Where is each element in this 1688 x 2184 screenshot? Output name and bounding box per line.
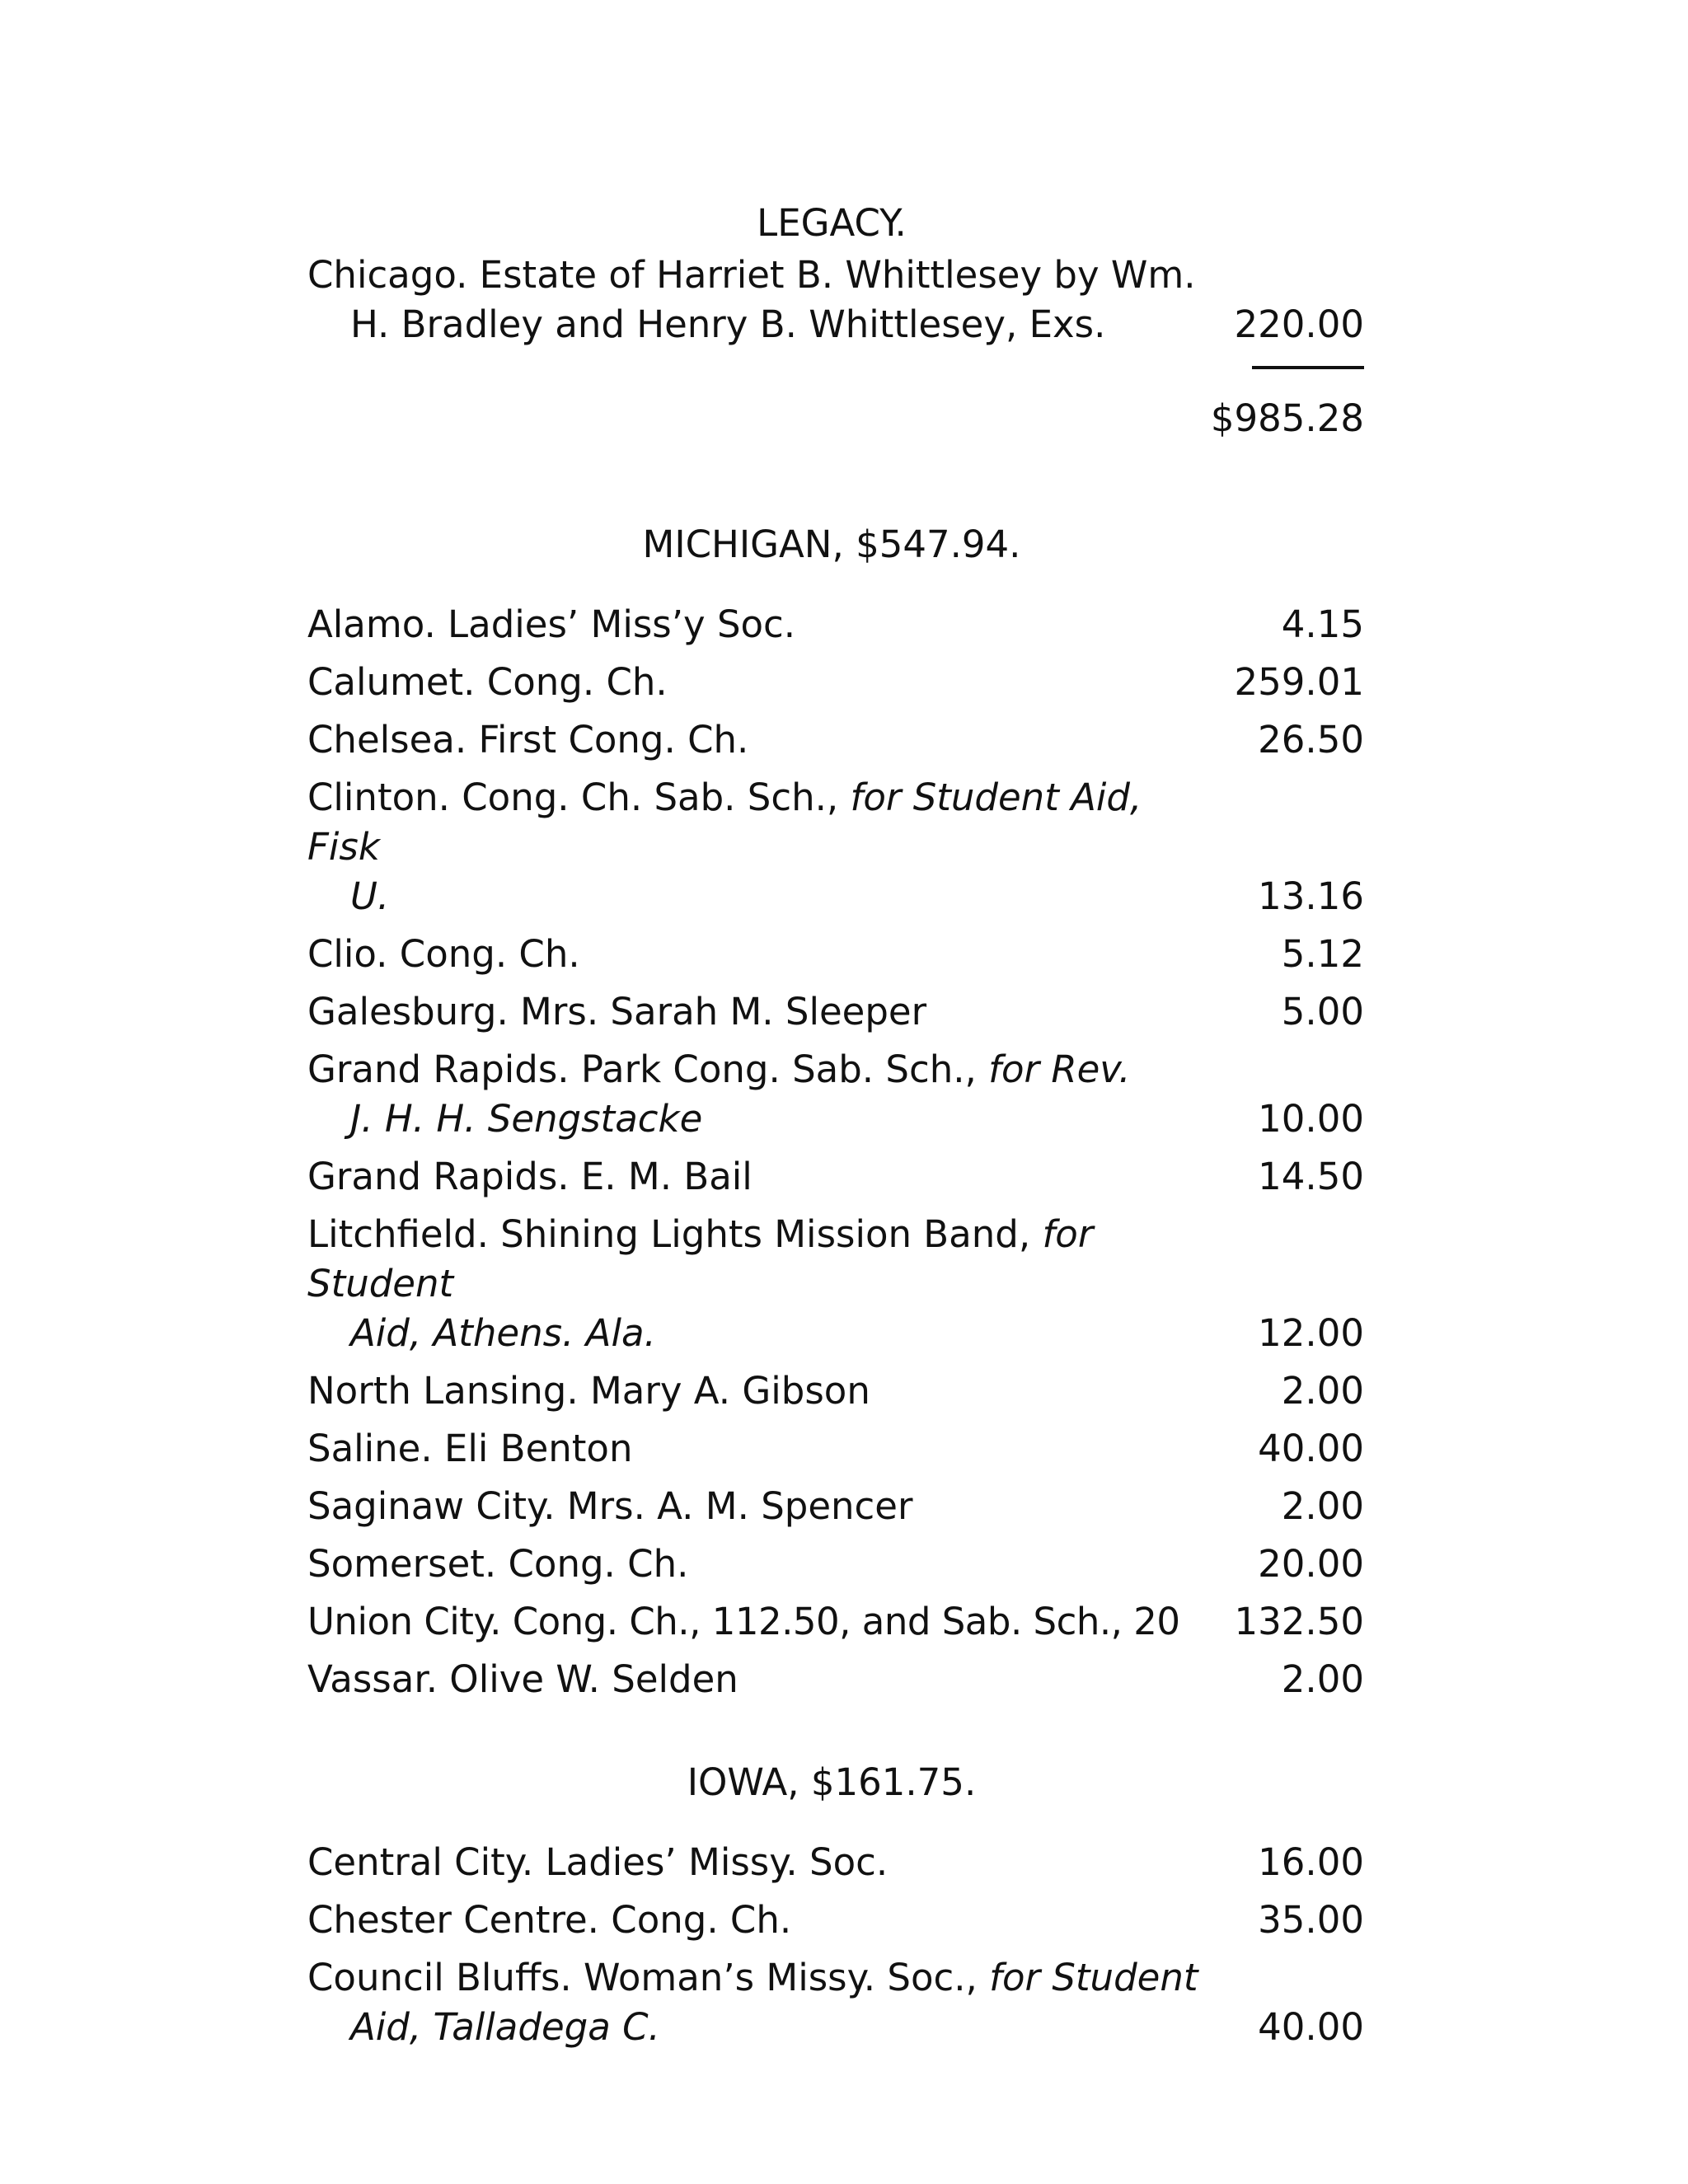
entry-amount: 10.00: [1258, 1097, 1364, 1141]
entry-amount: 2.00: [1281, 1484, 1364, 1528]
list-item: [307, 1210, 1364, 1358]
ledger-page: [307, 198, 1364, 2060]
entry-amount: 40.00: [1258, 1427, 1364, 1470]
entry-purpose-cont: Aid, Athens. Ala.: [350, 1311, 656, 1355]
entry-text: Saline. Eli Benton: [307, 1427, 633, 1470]
entry-amount: 259.01: [1234, 660, 1364, 704]
list-item: [307, 1597, 1364, 1647]
entry-text: Alamo. Ladies’ Miss’y Soc.: [307, 602, 796, 646]
iowa-list: [307, 1838, 1364, 2052]
list-item: [307, 1838, 1364, 1887]
entry-text: Clinton. Cong. Ch. Sab. Sch.,: [307, 776, 839, 819]
entry-purpose: for Rev.: [988, 1047, 1131, 1091]
entry-amount: 14.50: [1258, 1155, 1364, 1198]
entry-text: Council Bluffs. Woman’s Missy. Soc.,: [307, 1956, 978, 1999]
entry-text: Litchfield. Shining Lights Mission Band,: [307, 1212, 1031, 1256]
entry-purpose-cont: Aid, Talladega C.: [350, 2005, 660, 2049]
entry-amount: 12.00: [1258, 1311, 1364, 1355]
entry-amount: 5.12: [1281, 932, 1364, 976]
entry-text-line2: H. Bradley and Henry B. Whittlesey, Exs.: [350, 302, 1106, 346]
entry-amount: 2.00: [1281, 1369, 1364, 1413]
list-item: [307, 1540, 1364, 1589]
entry-amount: 13.16: [1258, 874, 1364, 918]
entry-amount: 40.00: [1258, 2005, 1364, 2049]
entry-purpose: for Student: [989, 1956, 1198, 1999]
entry-text: Galesburg. Mrs. Sarah M. Sleeper: [307, 990, 927, 1033]
entry-amount: 5.00: [1281, 990, 1364, 1033]
legacy-total: $985.28: [1210, 396, 1364, 440]
entry-text-line1: Chicago. Estate of Harriet B. Whittlesey by Wm.: [307, 253, 1196, 297]
entry-amount: 132.50: [1234, 1600, 1364, 1643]
entry-text: Chester Centre. Cong. Ch.: [307, 1898, 792, 1942]
entry-amount: 2.00: [1281, 1657, 1364, 1701]
entry-amount: 35.00: [1258, 1898, 1364, 1942]
legacy-entry: [307, 251, 1364, 349]
entry-purpose: for Student Aid, Fisk: [307, 776, 1142, 869]
entry-description: [307, 251, 1207, 349]
entry-amount: 4.15: [1281, 602, 1364, 646]
entry-description: [307, 1210, 1207, 1358]
list-item: [307, 1424, 1364, 1474]
entry-text: Saginaw City. Mrs. A. M. Spencer: [307, 1484, 913, 1528]
list-item: [307, 1896, 1364, 1945]
list-item: [307, 1366, 1364, 1416]
entry-text: Somerset. Cong. Ch.: [307, 1542, 689, 1586]
entry-purpose-cont: J. H. H. Sengstacke: [350, 1097, 703, 1141]
list-item: [307, 987, 1364, 1037]
list-item: [307, 1045, 1364, 1144]
iowa-heading: IOWA, $161.75.: [687, 1760, 977, 1804]
list-item: [307, 1482, 1364, 1531]
legacy-total-row: [307, 394, 1364, 443]
entry-text: Calumet. Cong. Ch.: [307, 660, 668, 704]
list-item: [307, 715, 1364, 765]
entry-text: North Lansing. Mary A. Gibson: [307, 1369, 870, 1413]
list-item: [307, 1953, 1364, 2052]
entry-text: Grand Rapids. E. M. Bail: [307, 1155, 753, 1198]
entry-purpose-cont: U.: [350, 874, 390, 918]
legacy-heading: LEGACY.: [757, 201, 907, 245]
entry-amount: 16.00: [1258, 1840, 1364, 1884]
list-item: [307, 930, 1364, 979]
entry-purpose: for Student: [307, 1212, 1094, 1305]
entry-amount: 20.00: [1258, 1542, 1364, 1586]
list-item: [307, 1655, 1364, 1704]
entry-text: Chelsea. First Cong. Ch.: [307, 718, 749, 762]
subtotal-rule: [1252, 366, 1364, 369]
entry-text: Central City. Ladies’ Missy. Soc.: [307, 1840, 889, 1884]
list-item: [307, 773, 1364, 921]
entry-amount: 220.00: [1234, 302, 1364, 346]
entry-description: [307, 773, 1207, 921]
michigan-list: [307, 600, 1364, 1704]
list-item: [307, 600, 1364, 649]
entry-text: Clio. Cong. Ch.: [307, 932, 580, 976]
michigan-heading: MICHIGAN, $547.94.: [642, 523, 1021, 566]
entry-description: [307, 1953, 1207, 2052]
entry-amount: 26.50: [1258, 718, 1364, 762]
entry-description: [307, 1045, 1207, 1144]
list-item: [307, 658, 1364, 707]
entry-text: Union City. Cong. Ch., 112.50, and Sab. Sch., 20: [307, 1600, 1180, 1643]
subtotal-rule-row: [307, 366, 1364, 394]
entry-text: Grand Rapids. Park Cong. Sab. Sch.,: [307, 1047, 977, 1091]
entry-text: Vassar. Olive W. Selden: [307, 1657, 738, 1701]
list-item: [307, 1152, 1364, 1202]
